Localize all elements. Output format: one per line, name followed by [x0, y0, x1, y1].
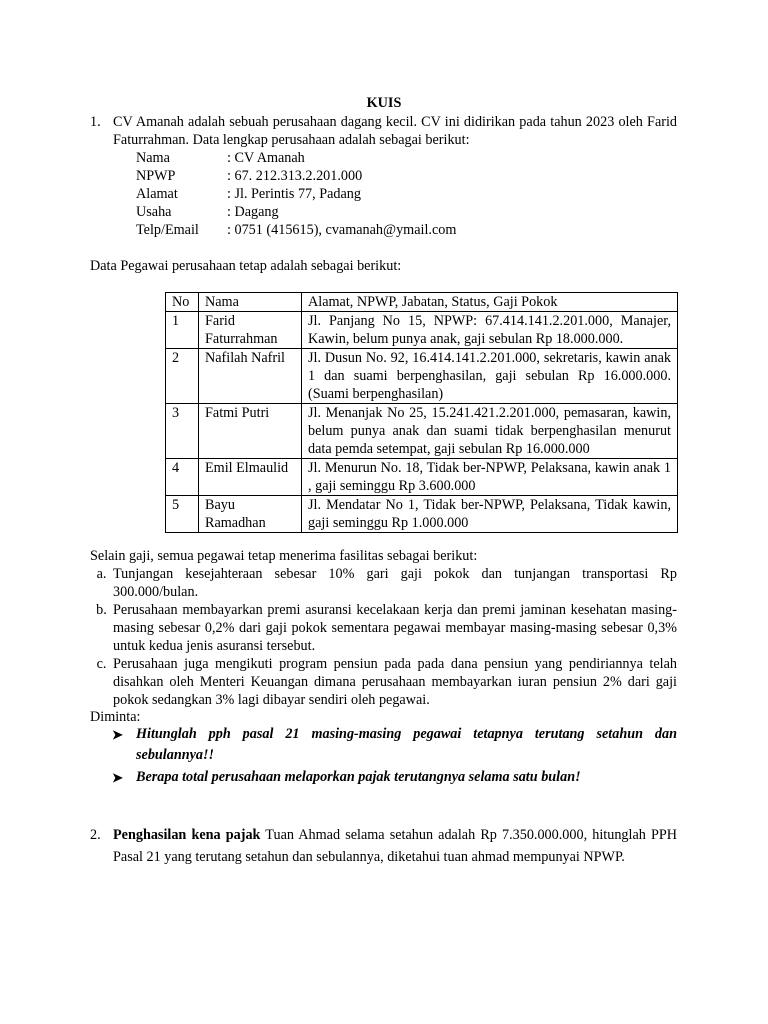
company-info-row	[136, 167, 456, 185]
list-item-text: Tunjangan kesejahteraan sebesar 10% gari gaji pokok dan tunjangan transportasi Rp 300.000/bulan.	[113, 566, 677, 600]
question-2-number: 2.	[90, 827, 101, 843]
list-item	[90, 655, 677, 709]
header-nama: Nama	[199, 293, 302, 312]
info-key: NPWP	[136, 168, 176, 184]
info-key: Nama	[136, 150, 170, 166]
list-item-label: a.	[96, 566, 107, 582]
header-no: No	[166, 293, 199, 312]
list-item-text: Perusahaan juga mengikuti program pensiun pada pada dana pensiun yang pendiriannya telah disahkan oleh Menteri Keuangan dimana perusahaan membayarkan iuran pensiun 2% dari gaji pokok sedangkan 3% lagi dibayar sendiri oleh pegawai.	[113, 656, 677, 708]
company-info-row	[136, 149, 456, 167]
cell-details: Jl. Menurun No. 18, Tidak ber-NPWP, Pelaksana, kawin anak 1 , gaji seminggu Rp 3.600.000	[302, 459, 678, 496]
info-value: : Jl. Perintis 77, Padang	[227, 186, 361, 202]
arrow-bullet-icon: ➤	[112, 770, 123, 785]
company-info-row	[136, 221, 456, 239]
info-value: : 67. 212.313.2.201.000	[227, 168, 363, 184]
info-value: : Dagang	[227, 204, 279, 220]
cell-no: 3	[166, 404, 199, 459]
info-value: : 0751 (415615), cvamanah@ymail.com	[227, 222, 457, 238]
facilities-intro: Selain gaji, semua pegawai tetap menerima fasilitas sebagai berikut:	[90, 548, 478, 564]
info-key: Usaha	[136, 204, 172, 220]
cell-nama: Farid Faturrahman	[199, 312, 302, 349]
list-item-label: c.	[96, 656, 107, 672]
employee-table	[165, 292, 678, 533]
info-value: : CV Amanah	[227, 150, 305, 166]
question-2	[90, 825, 677, 868]
cell-details: Jl. Dusun No. 92, 16.414.141.2.201.000, sekretaris, kawin anak 1 dan suami berpenghasilan, gaji sebulan Rp 16.000.000. (Suami berpenghasilan)	[302, 349, 678, 404]
asked-item	[112, 767, 677, 788]
facilities-list	[90, 565, 677, 709]
cell-details: Jl. Mendatar No 1, Tidak ber-NPWP, Pelaksana, Tidak kawin, gaji seminggu Rp 1.000.000	[302, 496, 678, 533]
cell-nama: Fatmi Putri	[199, 404, 302, 459]
company-info	[136, 149, 456, 239]
cell-nama: Emil Elmaulid	[199, 459, 302, 496]
table-row	[166, 349, 678, 404]
table-row	[166, 312, 678, 349]
question-1-number: 1.	[90, 114, 101, 130]
company-info-row	[136, 185, 456, 203]
info-key: Telp/Email	[136, 222, 199, 238]
question-2-body: Tuan Ahmad selama setahun adalah Rp 7.350.000.000, hitunglah PPH Pasal 21 yang terutang setahun dan sebulannya, diketahui tuan ahmad mempunyai NPWP.	[113, 827, 677, 865]
list-item-text: Perusahaan membayarkan premi asuransi kecelakaan kerja dan premi jaminan kesehatan masing-masing sebesar 0,2% dari gaji pokok sementara pegawai membayar masing-masing sebesar 0,3% untuk kedua jenis asuransi tersebut.	[113, 602, 677, 654]
asked-item-text: Hitunglah pph pasal 21 masing-masing pegawai tetapnya terutang setahun dan sebulannya!!	[136, 726, 677, 763]
cell-nama: Nafilah Nafril	[199, 349, 302, 404]
document-title: KUIS	[366, 95, 402, 111]
list-item-label: b.	[96, 602, 107, 618]
cell-no: 1	[166, 312, 199, 349]
asked-item	[112, 724, 677, 766]
list-item	[90, 565, 677, 601]
cell-details: Jl. Panjang No 15, NPWP: 67.414.141.2.201.000, Manajer, Kawin, belum punya anak, gaji sebulan Rp 18.000.000.	[302, 312, 678, 349]
asked-item-text: Berapa total perusahaan melaporkan pajak terutangnya selama satu bulan!	[136, 769, 581, 785]
question-2-text	[113, 825, 677, 868]
question-2-bold-lead: Penghasilan kena pajak	[113, 827, 261, 843]
info-key: Alamat	[136, 186, 178, 202]
cell-details: Jl. Menanjak No 25, 15.241.421.2.201.000, pemasaran, kawin, belum punya anak dan suami tidak berpenghasilan menurut data pemda setempat, gaji sebulan Rp 16.000.000	[302, 404, 678, 459]
table-row	[166, 404, 678, 459]
cell-no: 4	[166, 459, 199, 496]
employees-intro: Data Pegawai perusahaan tetap adalah sebagai berikut:	[90, 258, 402, 274]
list-item	[90, 601, 677, 655]
arrow-bullet-icon: ➤	[112, 727, 123, 742]
cell-nama: Bayu Ramadhan	[199, 496, 302, 533]
question-1	[90, 113, 677, 149]
header-details: Alamat, NPWP, Jabatan, Status, Gaji Pokok	[302, 293, 678, 312]
asked-label: Diminta:	[90, 709, 141, 725]
table-header-row	[166, 293, 678, 312]
company-info-row	[136, 203, 456, 221]
asked-list	[112, 724, 677, 789]
question-1-intro: CV Amanah adalah sebuah perusahaan dagang kecil. CV ini didirikan pada tahun 2023 oleh Farid Faturrahman. Data lengkap perusahaan adalah sebagai berikut:	[113, 114, 677, 148]
cell-no: 5	[166, 496, 199, 533]
table-row	[166, 496, 678, 533]
cell-no: 2	[166, 349, 199, 404]
table-row	[166, 459, 678, 496]
